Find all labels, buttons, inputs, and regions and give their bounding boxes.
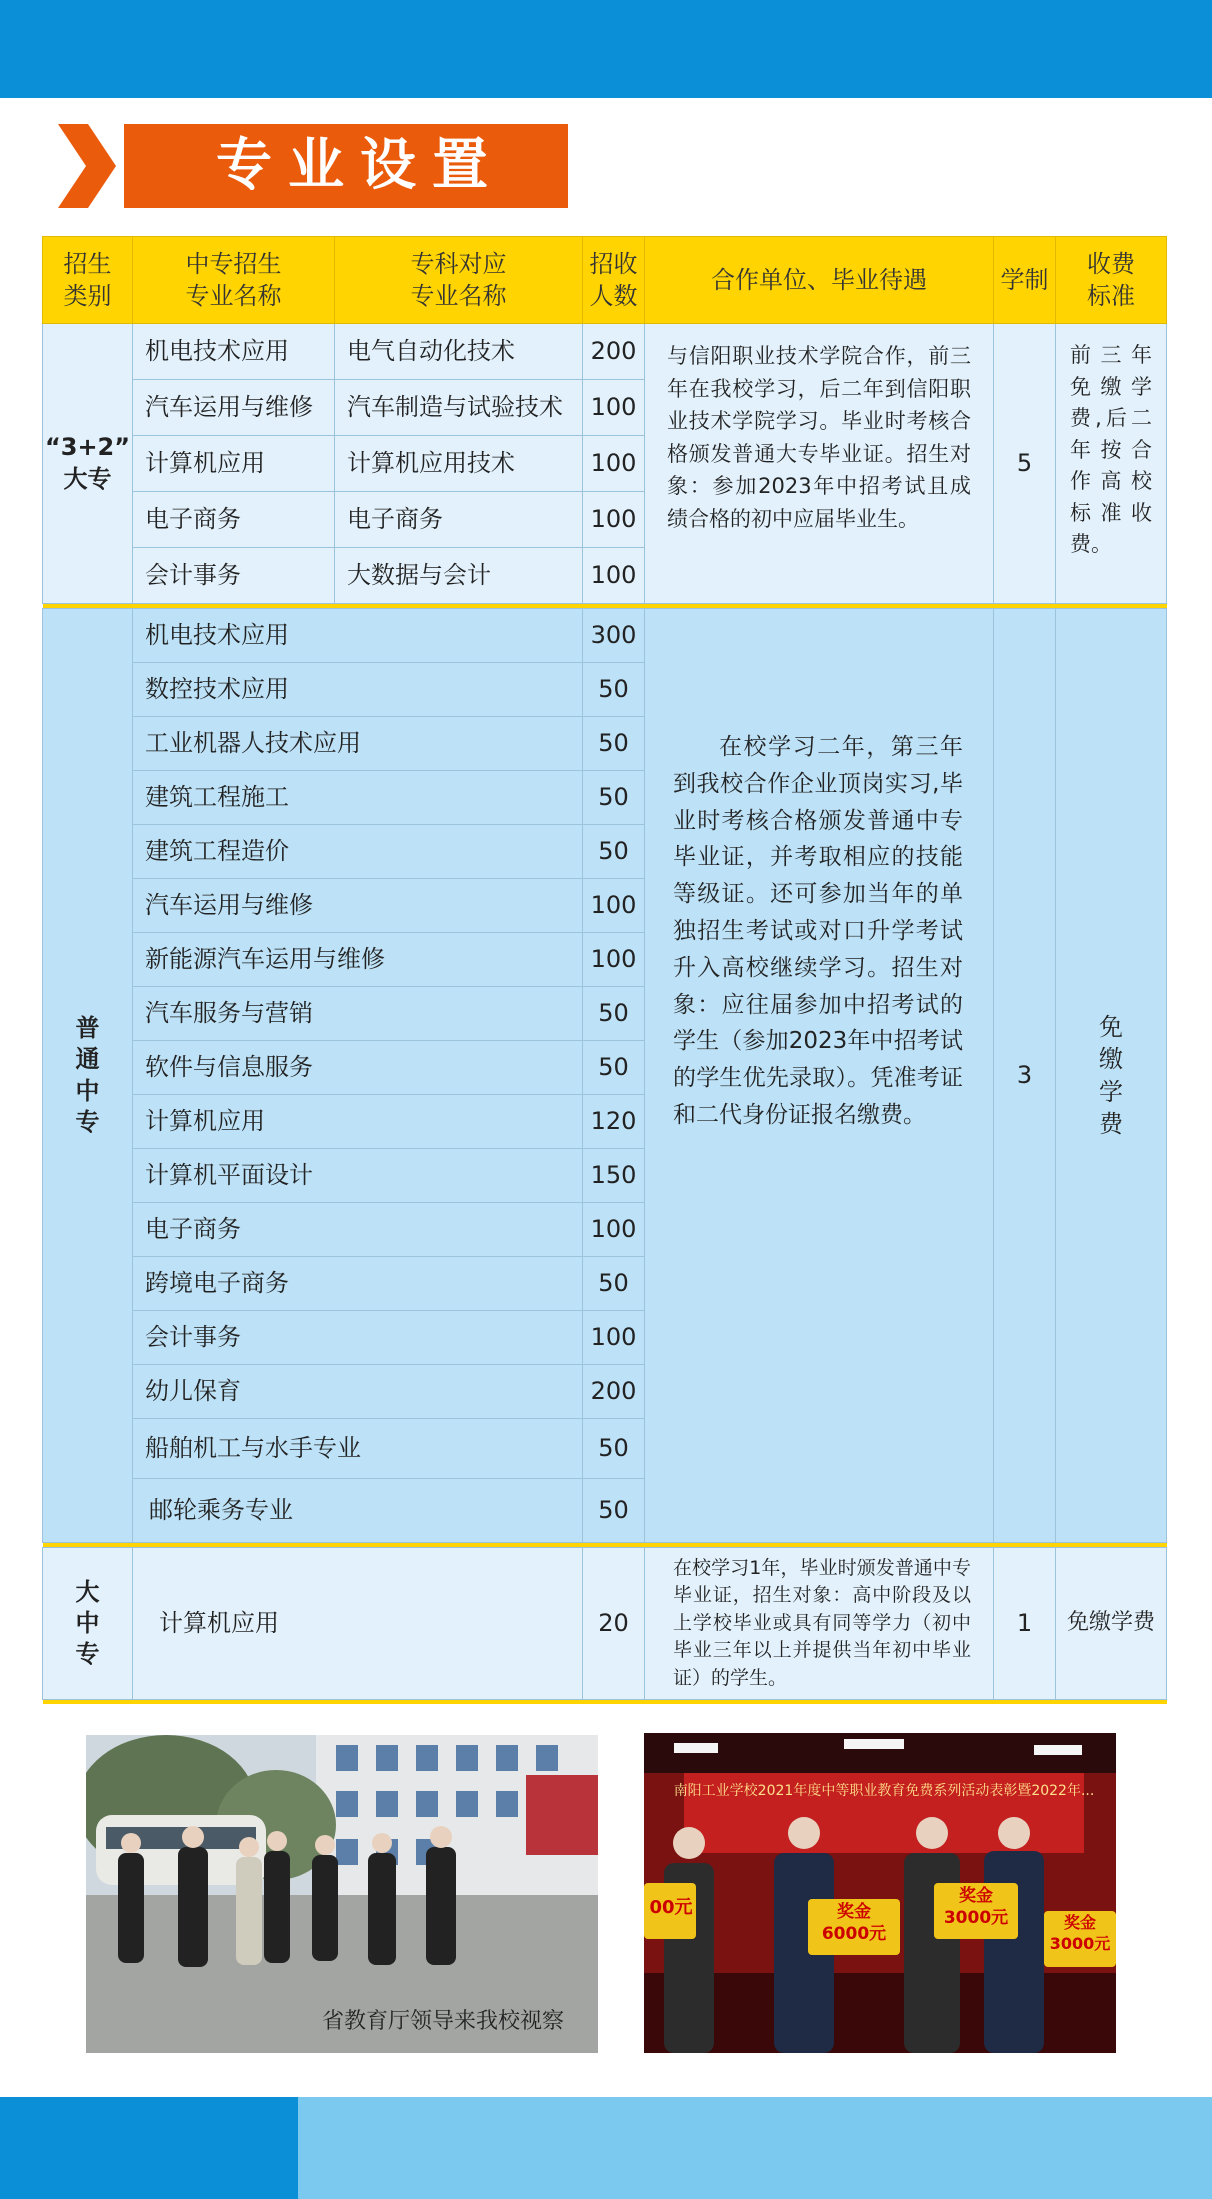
- section-college-transfer: [43, 1548, 1167, 1705]
- count-cell: 100: [583, 1203, 645, 1257]
- count-cell: 100: [583, 548, 645, 604]
- major-cell: 软件与信息服务: [133, 1041, 583, 1095]
- section-regular: [43, 609, 1167, 1548]
- count-cell: 50: [583, 771, 645, 825]
- college-major-cell: 电子商务: [335, 492, 583, 548]
- count-cell: 100: [583, 933, 645, 987]
- duration-3plus2: 5: [994, 324, 1056, 604]
- page-title: 专业设置: [124, 124, 568, 208]
- header-college-major: 专科对应 专业名称: [335, 237, 583, 324]
- header-duration: 学制: [994, 237, 1056, 324]
- major-cell: 电子商务: [133, 492, 335, 548]
- count-cell: 300: [583, 609, 645, 663]
- description-3plus2: 与信阳职业技术学院合作，前三年在我校学习，后二年到信阳职业技术学院学习。毕业时考核合格颁发普通大专毕业证。招生对象：参加2023年中招考试且成绩合格的初中应届毕业生。: [645, 324, 994, 604]
- college-major-cell: 计算机应用技术: [335, 436, 583, 492]
- major-cell: 工业机器人技术应用: [133, 717, 583, 771]
- fee-college-transfer: 免缴学费: [1056, 1548, 1167, 1700]
- category-3plus2: “3+2” 大专: [43, 324, 133, 604]
- count-cell: 50: [583, 717, 645, 771]
- major-cell: 会计事务: [133, 548, 335, 604]
- award-sign: 奖金 6000元: [821, 1902, 887, 1945]
- category-college-transfer: 大 中 专: [43, 1548, 133, 1700]
- program-table: [42, 236, 1167, 1704]
- major-cell: 数控技术应用: [133, 663, 583, 717]
- header-category: 招生 类别: [43, 237, 133, 324]
- fee-regular: 免 缴 学 费: [1056, 609, 1167, 1543]
- count-cell: 50: [583, 825, 645, 879]
- major-cell: 船舶机工与水手专业: [133, 1419, 583, 1479]
- count-cell: 50: [583, 1419, 645, 1479]
- major-cell: 电子商务: [133, 1203, 583, 1257]
- major-cell: 汽车运用与维修: [133, 879, 583, 933]
- count-cell: 50: [583, 987, 645, 1041]
- major-cell: 计算机应用: [133, 1548, 583, 1700]
- award-ceremony-photo: [644, 1733, 1116, 2053]
- description-college-transfer: 在校学习1年，毕业时颁发普通中专毕业证，招生对象：高中阶段及以上学校毕业或具有同等学力（初中毕业三年以上并提供当年初中毕业证）的学生。: [645, 1548, 994, 1700]
- count-cell: 150: [583, 1149, 645, 1203]
- award-scene: [644, 1733, 1116, 2053]
- top-banner-bar: [0, 0, 1212, 98]
- count-cell: 50: [583, 663, 645, 717]
- count-cell: 100: [583, 879, 645, 933]
- major-cell: 邮轮乘务专业: [133, 1479, 583, 1543]
- major-cell: 汽车运用与维修: [133, 380, 335, 436]
- bottom-banner-accent: [0, 2097, 298, 2199]
- count-cell: 100: [583, 492, 645, 548]
- section-divider: [43, 1700, 1167, 1705]
- description-regular: 在校学习二年，第三年到我校合作企业顶岗实习,毕业时考核合格颁发普通中专毕业证，并考取相应的技能等级证。还可参加当年的单独招生考试或对口升学考试升入高校继续学习。招生对象：应往届参加中招考试的学生（参加2023年中招考试的学生优先录取）。凭准考证和二代身份证报名缴费。: [645, 609, 994, 1543]
- table-row: [43, 324, 1167, 380]
- count-cell: 50: [583, 1257, 645, 1311]
- table-row: [43, 1548, 1167, 1700]
- major-cell: 机电技术应用: [133, 324, 335, 380]
- count-cell: 200: [583, 324, 645, 380]
- table-header-row: [43, 237, 1167, 324]
- section-title: [58, 124, 568, 208]
- major-cell: 建筑工程造价: [133, 825, 583, 879]
- major-cell: 幼儿保育: [133, 1365, 583, 1419]
- chevron-right-icon: [58, 124, 128, 208]
- award-sign-partial: 00元: [649, 1897, 693, 1918]
- category-regular: 普 通 中 专: [43, 609, 133, 1543]
- count-cell: 20: [583, 1548, 645, 1700]
- award-banner-text: 南阳工业学校2021年度中等职业教育免费系列活动表彰暨2022年...: [673, 1783, 1095, 1799]
- major-cell: 建筑工程施工: [133, 771, 583, 825]
- count-cell: 100: [583, 436, 645, 492]
- major-cell: 计算机应用: [133, 1095, 583, 1149]
- header-count: 招收 人数: [583, 237, 645, 324]
- photo-caption: 省教育厅领导来我校视察: [321, 2009, 564, 2034]
- table-row: [43, 609, 1167, 663]
- duration-regular: 3: [994, 609, 1056, 1543]
- major-cell: 会计事务: [133, 1311, 583, 1365]
- count-cell: 120: [583, 1095, 645, 1149]
- count-cell: 50: [583, 1041, 645, 1095]
- duration-college-transfer: 1: [994, 1548, 1056, 1700]
- count-cell: 100: [583, 380, 645, 436]
- major-cell: 计算机应用: [133, 436, 335, 492]
- fee-3plus2: 前三年免缴学费,后二年按合作高校标准收费。: [1056, 324, 1167, 604]
- college-major-cell: 大数据与会计: [335, 548, 583, 604]
- award-sign: 奖金 3000元: [1049, 1913, 1111, 1953]
- header-fee: 收费 标准: [1056, 237, 1167, 324]
- count-cell: 50: [583, 1479, 645, 1543]
- header-major: 中专招生 专业名称: [133, 237, 335, 324]
- count-cell: 100: [583, 1311, 645, 1365]
- award-sign: 奖金 3000元: [943, 1886, 1009, 1929]
- college-major-cell: 电气自动化技术: [335, 324, 583, 380]
- inspection-photo: [86, 1735, 598, 2053]
- header-partner: 合作单位、毕业待遇: [645, 237, 994, 324]
- major-cell: 新能源汽车运用与维修: [133, 933, 583, 987]
- major-cell: 跨境电子商务: [133, 1257, 583, 1311]
- major-cell: 机电技术应用: [133, 609, 583, 663]
- major-cell: 汽车服务与营销: [133, 987, 583, 1041]
- college-major-cell: 汽车制造与试验技术: [335, 380, 583, 436]
- section-3plus2: [43, 324, 1167, 609]
- major-cell: 计算机平面设计: [133, 1149, 583, 1203]
- count-cell: 200: [583, 1365, 645, 1419]
